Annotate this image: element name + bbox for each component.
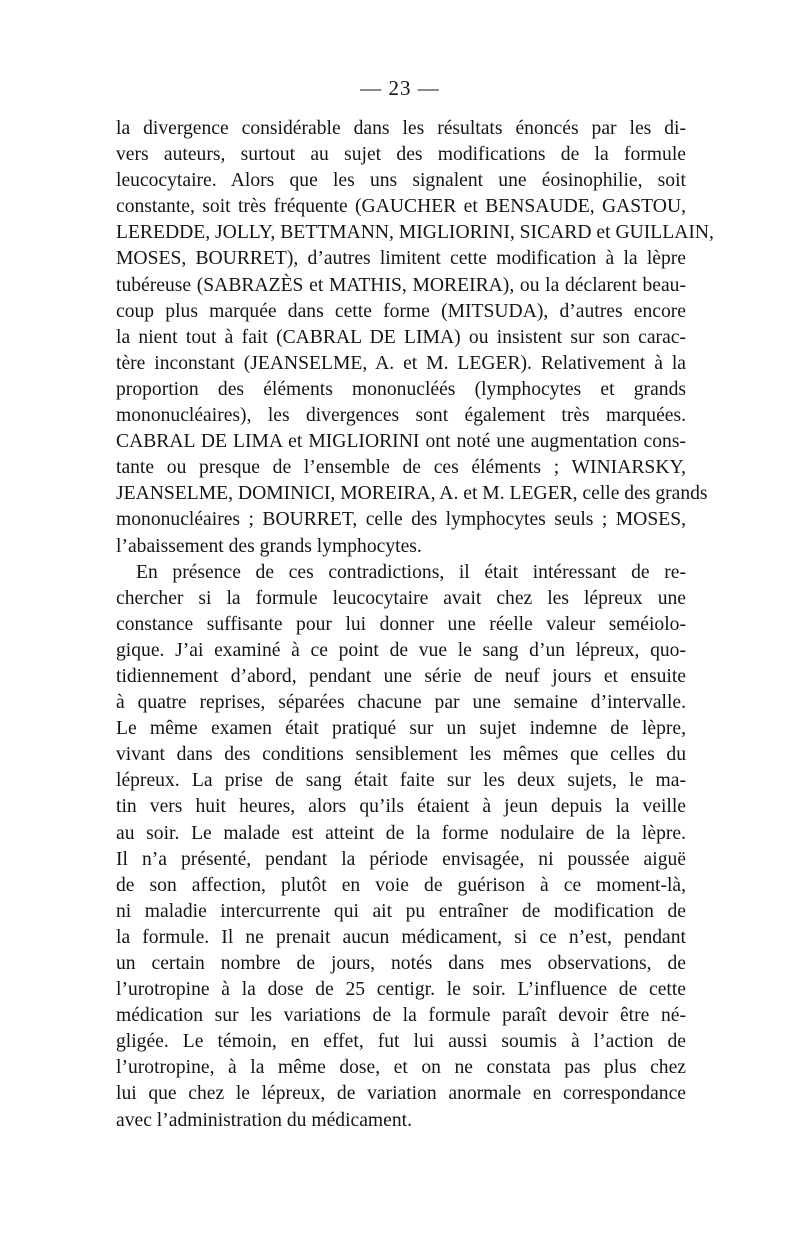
- text-line: proportion des éléments mononucléés (lymphocytes et grands: [116, 378, 686, 400]
- text-line: l’urotropine à la dose de 25 centigr. le soir. L’influence de cette: [116, 979, 686, 1001]
- text-line: de son affection, plutôt en voie de guérison à ce moment-là,: [116, 874, 686, 896]
- text-line: En présence de ces contradictions, il était intéressant de re-: [136, 561, 686, 583]
- text-line: l’abaissement des grands lymphocytes.: [116, 535, 422, 557]
- text-line: MOSES, BOURRET), d’autres limitent cette modification à la lèpre: [116, 248, 686, 270]
- text-line: ni maladie intercurrente qui ait pu entraîner de modification de: [116, 900, 686, 922]
- text-line: la nient tout à fait (CABRAL DE LIMA) ou insistent sur son carac-: [116, 326, 686, 348]
- text-line: coup plus marquée dans cette forme (MITSUDA), d’autres encore: [116, 300, 686, 322]
- text-line: tidiennement d’abord, pendant une série de neuf jours et ensuite: [116, 665, 686, 687]
- text-line: chercher si la formule leucocytaire avait chez les lépreux une: [116, 587, 686, 609]
- text-line: mononucléaires ; BOURRET, celle des lymphocytes seuls ; MOSES,: [116, 509, 686, 531]
- text-line: gligée. Le témoin, en effet, fut lui aussi soumis à l’action de: [116, 1031, 686, 1053]
- text-line: CABRAL DE LIMA et MIGLIORINI ont noté une augmentation cons-: [116, 431, 686, 453]
- text-line: lépreux. La prise de sang était faite sur les deux sujets, le ma-: [116, 770, 686, 792]
- text-line: LEREDDE, JOLLY, BETTMANN, MIGLIORINI, SICARD et GUILLAIN,: [116, 222, 714, 244]
- text-line: tubéreuse (SABRAZÈS et MATHIS, MOREIRA), ou la déclarent beau-: [116, 274, 686, 296]
- text-line: la divergence considérable dans les résultats énoncés par les di-: [116, 118, 686, 139]
- text-line: tante ou presque de l’ensemble de ces éléments ; WINIARSKY,: [116, 457, 686, 479]
- paragraph-2: [116, 560, 686, 1134]
- text-line: JEANSELME, DOMINICI, MOREIRA, A. et M. LEGER, celle des grands: [116, 483, 708, 505]
- page-number: — 23 —: [360, 76, 440, 100]
- text-line: lui que chez le lépreux, de variation anormale en correspondance: [116, 1083, 686, 1105]
- text-line: gique. J’ai examiné à ce point de vue le sang d’un lépreux, quo-: [116, 639, 686, 661]
- text-line: mononucléaires), les divergences sont également très marquées.: [116, 405, 686, 427]
- text-line: constance suffisante pour lui donner une réelle valeur seméiolo-: [116, 613, 686, 635]
- body-text: [116, 116, 714, 1134]
- text-line: vers auteurs, surtout au sujet des modifications de la formule: [116, 144, 686, 166]
- text-line: leucocytaire. Alors que les uns signalent une éosinophilie, soit: [116, 170, 686, 192]
- text-line: à quatre reprises, séparées chacune par une semaine d’intervalle.: [116, 692, 686, 714]
- text-line: au soir. Le malade est atteint de la forme nodulaire de la lèpre.: [116, 822, 686, 844]
- paragraph-1: [116, 116, 714, 560]
- text-line: Le même examen était pratiqué sur un sujet indemne de lèpre,: [116, 718, 686, 740]
- text-line: Il n’a présenté, pendant la période envisagée, ni poussée aiguë: [116, 848, 686, 870]
- text-line: l’urotropine, à la même dose, et on ne constata pas plus chez: [116, 1057, 686, 1079]
- text-line: vivant dans des conditions sensiblement les mêmes que celles du: [116, 744, 686, 766]
- text-line: tère inconstant (JEANSELME, A. et M. LEGER). Relativement à la: [116, 352, 686, 374]
- text-line: tin vers huit heures, alors qu’ils étaient à jeun depuis la veille: [116, 796, 686, 818]
- text-line: constante, soit très fréquente (GAUCHER et BENSAUDE, GASTOU,: [116, 196, 686, 218]
- text-line: la formule. Il ne prenait aucun médicament, si ce n’est, pendant: [116, 926, 686, 948]
- text-line: avec l’administration du médicament.: [116, 1109, 412, 1131]
- text-line: un certain nombre de jours, notés dans mes observations, de: [116, 953, 686, 974]
- text-line: médication sur les variations de la formule paraît devoir être né-: [116, 1005, 686, 1027]
